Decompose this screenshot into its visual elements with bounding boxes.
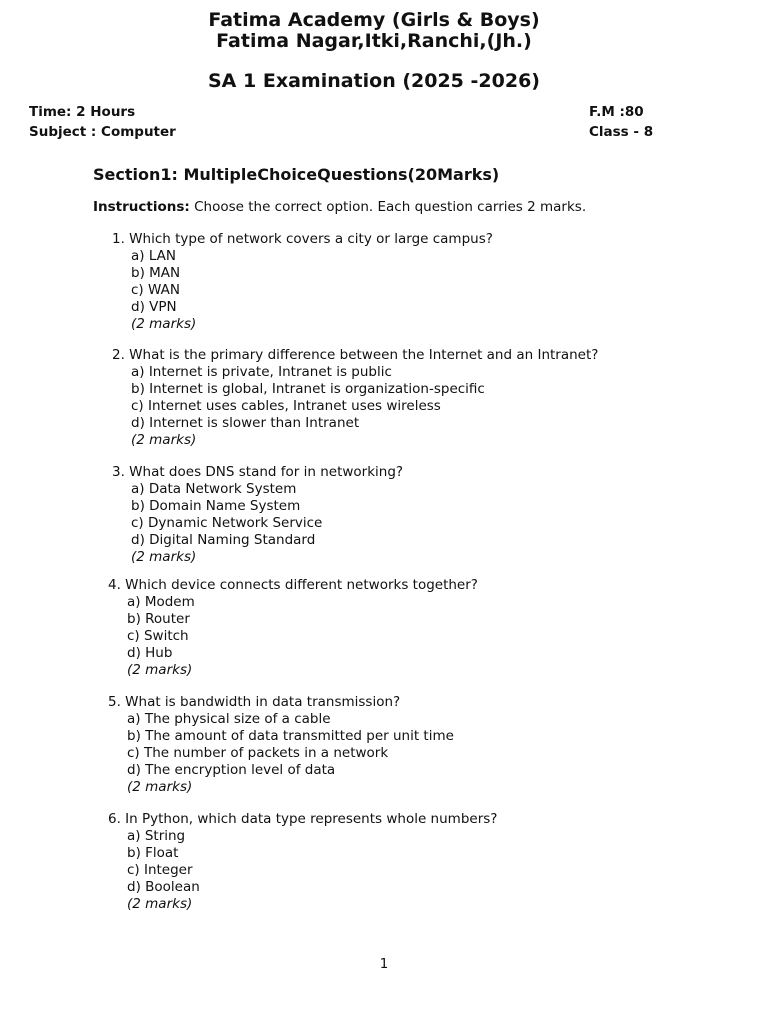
question-text: 2. What is the primary difference between the Internet and an Intranet?: [112, 347, 599, 363]
option: b) Float: [127, 845, 179, 861]
option: b) The amount of data transmitted per unit time: [127, 728, 454, 744]
option: a) The physical size of a cable: [127, 711, 331, 727]
exam-meta-right: [589, 102, 653, 142]
option: a) String: [127, 828, 186, 844]
option: c) Internet uses cables, Intranet uses wireless: [131, 398, 441, 414]
question-4: [108, 577, 478, 679]
option: b) Domain Name System: [131, 498, 301, 514]
question-marks: (2 marks): [127, 779, 193, 795]
option: c) Switch: [127, 628, 189, 644]
question-marks: (2 marks): [131, 549, 197, 565]
school-address: Fatima Nagar,Itki,Ranchi,(Jh.): [216, 30, 532, 52]
option: d) The encryption level of data: [127, 762, 336, 778]
question-2: [112, 347, 599, 449]
question-1: [112, 231, 493, 333]
exam-time: Time: 2 Hours: [29, 104, 136, 120]
option: b) Internet is global, Intranet is organization-specific: [131, 381, 485, 397]
option: b) MAN: [131, 265, 181, 281]
option: d) Digital Naming Standard: [131, 532, 316, 548]
question-marks: (2 marks): [131, 432, 197, 448]
option: c) WAN: [131, 282, 180, 298]
question-6: [108, 811, 498, 913]
instructions-label: Instructions:: [93, 199, 190, 215]
option: c) The number of packets in a network: [127, 745, 389, 761]
exam-meta-left: [29, 102, 176, 142]
section-title: Section1: MultipleChoiceQuestions(20Marks): [93, 165, 500, 184]
option: a) Data Network System: [131, 481, 297, 497]
question-text: 6. In Python, which data type represents whole numbers?: [108, 811, 498, 827]
question-3: [112, 464, 404, 566]
option: d) Hub: [127, 645, 173, 661]
instructions-text: Choose the correct option. Each question carries 2 marks.: [189, 199, 587, 215]
option: c) Dynamic Network Service: [131, 515, 323, 531]
exam-header: [0, 10, 748, 92]
question-text: 3. What does DNS stand for in networking?: [112, 464, 404, 480]
option: b) Router: [127, 611, 190, 627]
question-text: 5. What is bandwidth in data transmission?: [108, 694, 401, 710]
exam-title: SA 1 Examination (2025 -2026): [208, 70, 540, 92]
option: a) Internet is private, Intranet is public: [131, 364, 392, 380]
option: d) VPN: [131, 299, 177, 315]
option: d) Internet is slower than Intranet: [131, 415, 360, 431]
exam-class: Class - 8: [589, 124, 654, 140]
exam-subject: Subject : Computer: [29, 124, 176, 140]
option: c) Integer: [127, 862, 193, 878]
full-marks: F.M :80: [589, 104, 644, 120]
question-marks: (2 marks): [131, 316, 197, 332]
question-5: [108, 694, 454, 796]
page-number: 1: [379, 956, 389, 972]
instructions: [93, 199, 586, 215]
question-marks: (2 marks): [127, 662, 193, 678]
school-name: Fatima Academy (Girls & Boys): [208, 9, 540, 31]
question-text: 4. Which device connects different networks together?: [108, 577, 478, 593]
option: a) Modem: [127, 594, 195, 610]
question-text: 1. Which type of network covers a city or large campus?: [112, 231, 493, 247]
option: a) LAN: [131, 248, 176, 264]
option: d) Boolean: [127, 879, 200, 895]
question-marks: (2 marks): [127, 896, 193, 912]
